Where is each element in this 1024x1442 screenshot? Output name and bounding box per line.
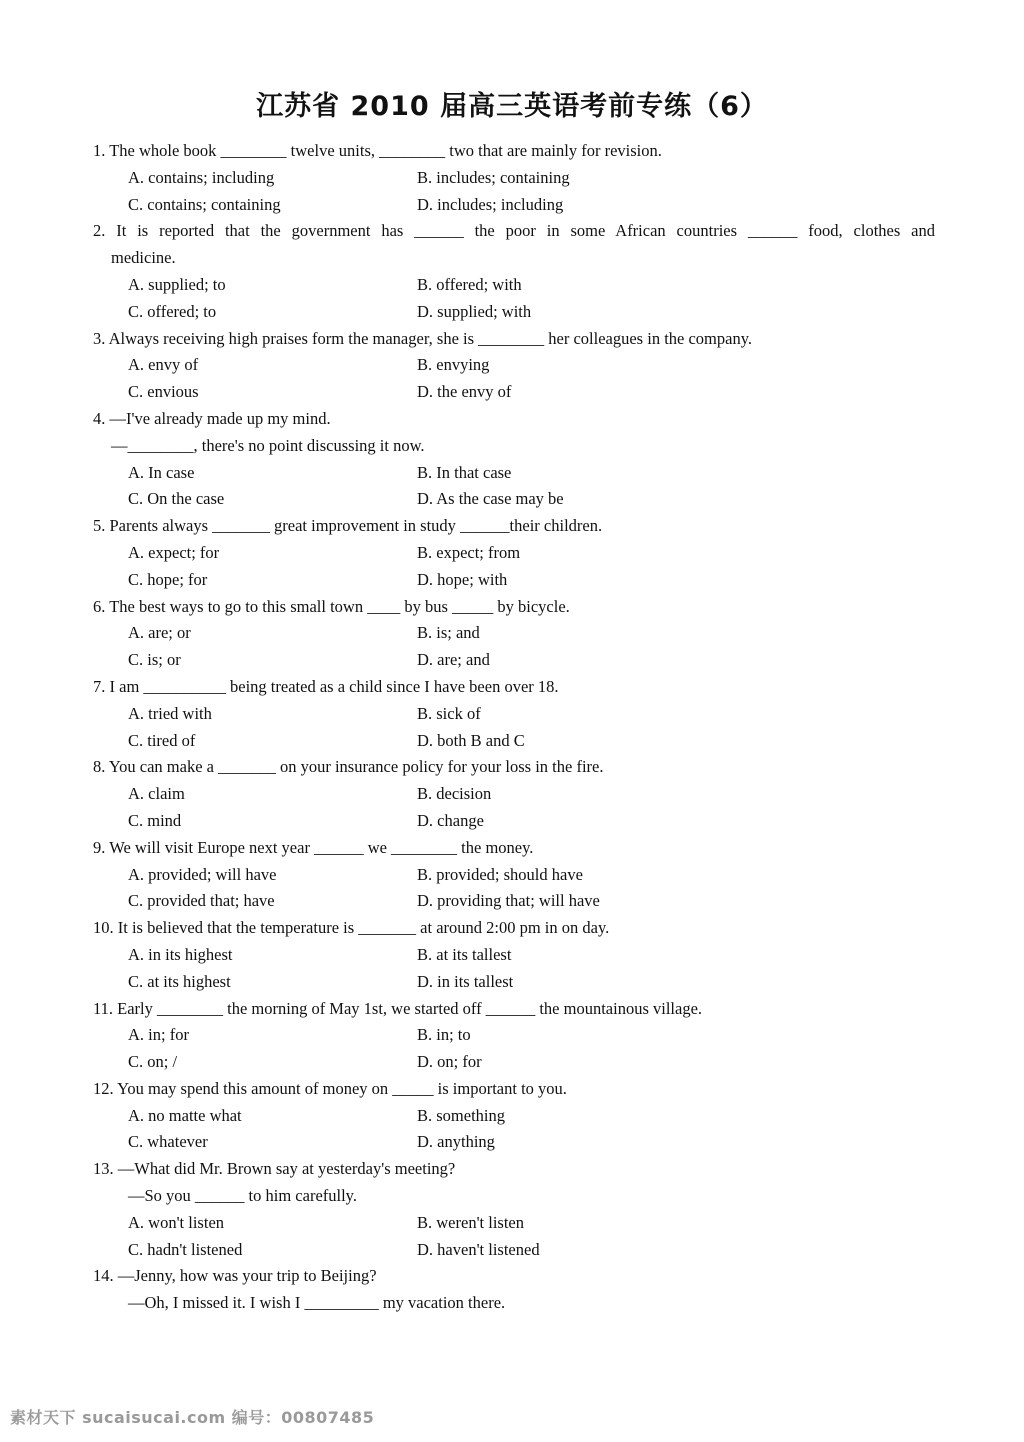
option-c: C. is; or: [128, 650, 181, 670]
question-stem: 8. You can make a _______ on your insurance policy for your loss in the fire.: [93, 757, 604, 777]
option-a: A. claim: [128, 784, 185, 804]
question-stem: 2. It is reported that the government has ______ the poor in some African countries ______ food, clothes and: [93, 221, 935, 241]
question-2: [93, 218, 935, 325]
option-a: A. in; for: [128, 1025, 189, 1045]
option-row: [93, 1237, 935, 1264]
option-b: B. weren't listen: [417, 1212, 524, 1232]
option-b: B. in; to: [417, 1025, 471, 1045]
option-c: C. on; /: [128, 1052, 178, 1072]
option-row: [93, 567, 935, 594]
option-row: [93, 647, 935, 674]
option-a: A. no matte what: [128, 1105, 242, 1125]
question-stem: 5. Parents always _______ great improvement in study ______their children.: [93, 516, 603, 536]
option-a: A. won't listen: [128, 1212, 225, 1232]
option-b: B. includes; containing: [417, 167, 570, 187]
option-a: A. are; or: [128, 623, 191, 643]
option-d: D. supplied; with: [417, 301, 532, 321]
option-a: A. expect; for: [128, 542, 220, 562]
option-b: B. is; and: [417, 623, 480, 643]
option-a: A. contains; including: [128, 167, 275, 187]
question-7: [93, 674, 935, 754]
option-row: [93, 192, 935, 219]
option-row: [93, 540, 935, 567]
option-a: A. tried with: [128, 703, 212, 723]
question-4: [93, 406, 935, 513]
option-row: [93, 1129, 935, 1156]
question-stem: 12. You may spend this amount of money on _____ is important to you.: [93, 1078, 567, 1098]
question-stem: 6. The best ways to go to this small town ____ by bus _____ by bicycle.: [93, 596, 570, 616]
option-row: [93, 728, 935, 755]
question-6: [93, 594, 935, 674]
question-stem-continued: medicine.: [111, 248, 176, 268]
option-b: B. expect; from: [417, 542, 521, 562]
question-14: [93, 1263, 935, 1317]
question-reply: —So you ______ to him carefully.: [128, 1186, 357, 1206]
option-row: [93, 620, 935, 647]
question-3: [93, 326, 935, 406]
option-d: D. haven't listened: [417, 1239, 540, 1259]
option-c: C. provided that; have: [128, 891, 275, 911]
question-13: [93, 1156, 935, 1263]
option-a: A. provided; will have: [128, 864, 277, 884]
option-c: C. envious: [128, 382, 199, 402]
question-stem: 11. Early ________ the morning of May 1st, we started off ______ the mountainous village.: [93, 998, 703, 1018]
question-stem: 4. —I've already made up my mind.: [93, 408, 331, 428]
option-row: [93, 165, 935, 192]
option-row: [93, 942, 935, 969]
question-reply: —________, there's no point discussing it now.: [111, 435, 425, 455]
option-c: C. offered; to: [128, 301, 217, 321]
option-c: C. contains; containing: [128, 194, 281, 214]
option-c: C. whatever: [128, 1132, 208, 1152]
option-d: D. both B and C: [417, 730, 525, 750]
option-row: [93, 1210, 935, 1237]
question-8: [93, 754, 935, 834]
option-b: B. envying: [417, 355, 490, 375]
option-c: C. On the case: [128, 489, 225, 509]
option-d: D. change: [417, 810, 484, 830]
question-list: [93, 138, 935, 1317]
option-row: [93, 460, 935, 487]
question-stem: 1. The whole book ________ twelve units, ________ two that are mainly for revision.: [93, 141, 662, 160]
watermark: 素材天下 sucaisucai.com 编号：00807485: [10, 1408, 375, 1427]
option-d: D. are; and: [417, 650, 490, 670]
option-row: [93, 1103, 935, 1130]
option-b: B. decision: [417, 784, 492, 804]
option-row: [93, 701, 935, 728]
option-a: A. in its highest: [128, 944, 233, 964]
option-d: D. As the case may be: [417, 489, 564, 509]
option-a: A. In case: [128, 462, 195, 482]
option-b: B. provided; should have: [417, 864, 583, 884]
question-stem: 7. I am __________ being treated as a child since I have been over 18.: [93, 676, 559, 696]
question-12: [93, 1076, 935, 1156]
option-row: [93, 352, 935, 379]
question-reply: —Oh, I missed it. I wish I _________ my vacation there.: [128, 1293, 506, 1313]
option-a: A. envy of: [128, 355, 199, 375]
question-5: [93, 513, 935, 593]
option-d: D. on; for: [417, 1052, 482, 1072]
option-d: D. in its tallest: [417, 971, 514, 991]
option-b: B. offered; with: [417, 274, 522, 294]
question-stem: 10. It is believed that the temperature is _______ at around 2:00 pm in on day.: [93, 918, 610, 938]
option-row: [93, 1022, 935, 1049]
question-11: [93, 996, 935, 1076]
option-b: B. at its tallest: [417, 944, 512, 964]
option-b: B. In that case: [417, 462, 512, 482]
option-b: B. sick of: [417, 703, 481, 723]
option-row: [93, 888, 935, 915]
option-a: A. supplied; to: [128, 274, 226, 294]
option-row: [93, 781, 935, 808]
option-row: [93, 272, 935, 299]
question-9: [93, 835, 935, 915]
option-d: D. the envy of: [417, 382, 512, 402]
option-row: [93, 969, 935, 996]
option-row: [93, 379, 935, 406]
question-10: [93, 915, 935, 995]
option-row: [93, 299, 935, 326]
option-d: D. providing that; will have: [417, 891, 600, 911]
option-c: C. tired of: [128, 730, 196, 750]
option-d: D. anything: [417, 1132, 495, 1152]
option-c: C. at its highest: [128, 971, 231, 991]
option-d: D. includes; including: [417, 194, 564, 214]
question-stem: 3. Always receiving high praises form the manager, she is ________ her colleagues in the company.: [93, 328, 753, 348]
page-title: 江苏省 2010 届高三英语考前专练（6）: [256, 91, 768, 122]
option-row: [93, 808, 935, 835]
option-c: C. hope; for: [128, 569, 208, 589]
question-stem: 9. We will visit Europe next year ______ we ________ the money.: [93, 837, 534, 857]
option-row: [93, 1049, 935, 1076]
question-1: [93, 138, 935, 218]
option-c: C. mind: [128, 810, 182, 830]
option-b: B. something: [417, 1105, 506, 1125]
option-row: [93, 862, 935, 889]
option-d: D. hope; with: [417, 569, 508, 589]
question-stem: 14. —Jenny, how was your trip to Beijing?: [93, 1266, 377, 1286]
question-stem: 13. —What did Mr. Brown say at yesterday's meeting?: [93, 1159, 456, 1179]
option-c: C. hadn't listened: [128, 1239, 243, 1259]
option-row: [93, 486, 935, 513]
